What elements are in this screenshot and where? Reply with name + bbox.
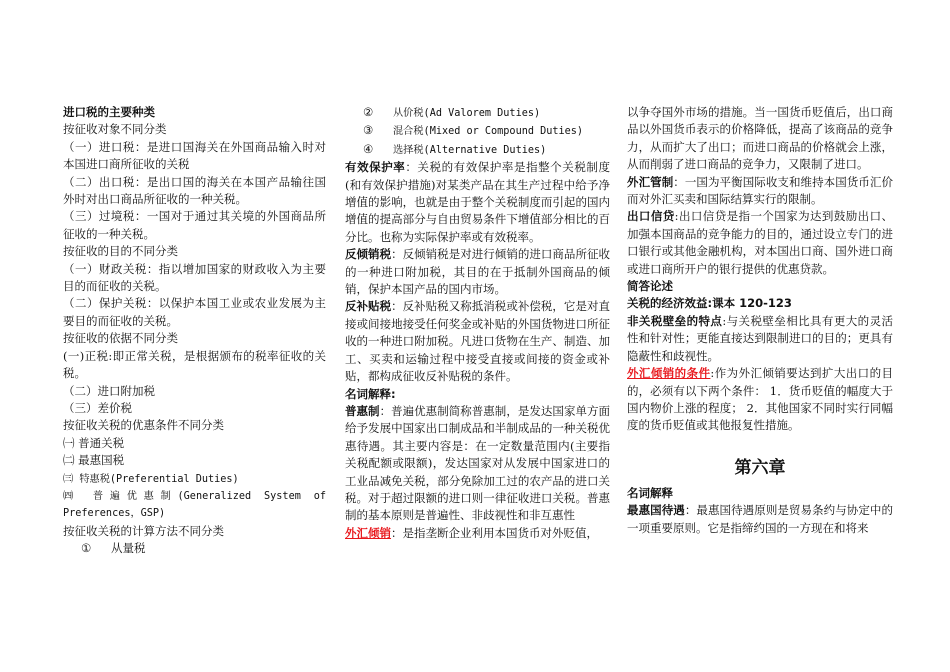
paragraph: （三）过境税：一国对于通过其关境的外国商品所征收的一种关税。 [63, 209, 326, 241]
term: 非关税壁垒的特点 [627, 313, 723, 328]
list-item-text: 选择税(Alternative Duties) [393, 144, 547, 156]
paragraph: （二）出口税：是出口国的海关在本国产品输往国外时对出口商品所征收的一种关税。 [63, 174, 326, 207]
chapter-title: 第六章 [734, 457, 786, 478]
subheading: 关税的经济效益:课本 120-123 [627, 296, 792, 311]
term: 最惠国待遇 [627, 503, 685, 518]
term-highlighted: 外汇倾销 [345, 525, 391, 540]
term-highlighted: 外汇倾销的条件 [627, 366, 711, 381]
list-item: ㈠ 普通关税 [63, 435, 125, 450]
list-item: ㈡ 最惠国税 [63, 453, 125, 468]
category-heading: 按征收关税的优惠条件不同分类 [63, 418, 224, 433]
definition-text: ：关税的有效保护率是指整个关税制度(和有效保护措施)对某类产品在其生产过程中给予净增值的影响，也就是由于整个关税制度而引起的国内增值的提高部分与自由贸易条件下增值部分相比的百分比。也称为实际保护率或有效税率。 [345, 160, 611, 244]
definition [345, 246, 610, 298]
term: 反补贴税 [345, 299, 392, 314]
list-number: ② [363, 105, 374, 119]
term: 普惠制 [345, 403, 380, 418]
list-item [63, 470, 326, 488]
definition-text: ：普遍优惠制简称普惠制，是发达国家单方面给予发展中国家出口制成品和半制成品的一种关税优惠待遇。其主要内容是：在一定数量范围内(主要指关税配额或限额)，发达国家对从发展中国家进口的工业品减免关税，部分免除加工过的农产品的进口关税。对于超过限额的进口则一律征收进口关税。普惠制的基本原则是普遍性、非歧视性和非互惠性 [345, 403, 611, 523]
category-heading: 按征收的目的不同分类 [63, 244, 178, 259]
definition-text: ：最惠国待遇原则是贸易条约与协定中的一项重要原则。它是指缔约国的一方现在和将来 [627, 503, 894, 535]
definition-text: :与关税壁垒相比具有更大的灵活性和针对性；更能直接达到限制进口的目的；更具有隐蔽性和歧视性。 [627, 313, 894, 363]
definition-text: ：反倾销税是对进行倾销的进口商品所征收的一种进口附加税，其目的在于抵制外国商品的倾销，保护本国产品的国内市场。 [345, 247, 611, 297]
paragraph: 以争夺国外市场的措施。当一国货币贬值后，出口商品以外国货币表示的价格降低，提高了该商品的竞争力，从而扩大了出口；而进口商品的价格就会上涨，从而削弱了进口商品的竞争力，又限制了进口。 [627, 105, 893, 172]
column-middle [345, 104, 610, 542]
category-heading: 按征收对象不同分类 [63, 122, 167, 137]
paragraph: （一）财政关税：指以增加国家的财政收入为主要目的而征收的关税。 [63, 261, 326, 294]
list-number: ③ [363, 123, 374, 138]
list-item [345, 104, 610, 122]
definition-text: :作为外汇倾销要达到扩大出口的目的，必须有以下两个条件： 1．货币贬值的幅度大于国内物价上涨的程度； 2．其他国家不同时实行同幅度的货币贬值或其他报复性措施。 [627, 366, 894, 433]
term: 外汇管制 [627, 174, 674, 189]
list-number: ① [81, 541, 92, 556]
list-item [63, 540, 326, 557]
definition [345, 403, 610, 525]
list-item: ㈣ 普遍优惠制(Generalized System of Preferences，GSP) [63, 490, 326, 520]
column-left [63, 104, 326, 558]
paragraph: (一)正税:即正常关税，是根据颁布的税率征收的关税。 [63, 348, 326, 381]
category-heading: 按征收的依据不同分类 [63, 331, 178, 346]
definition [345, 298, 610, 385]
term: 反倾销税 [345, 247, 392, 262]
section-heading: 简答论述 [627, 279, 673, 294]
section-heading: 进口税的主要种类 [63, 105, 155, 119]
list-item: （二）进口附加税 [63, 383, 155, 398]
definition [345, 159, 610, 246]
section-heading: 名词解释 [627, 485, 673, 500]
list-item [345, 122, 610, 140]
definition-text: ：一国为平衡国际收支和维持本国货币汇价而对外汇买卖和国际结算实行的限制。 [627, 174, 894, 207]
paragraph: （一）进口税：是进口国海关在外国商品输入时对本国进口商所征收的关税 [63, 139, 326, 172]
list-number: ④ [363, 141, 374, 156]
definition-text: ：反补贴税又称抵消税或补偿税，它是对直接或间接地接受任何奖金或补贴的外国货物进口所征收的一种进口附加税。凡进口货物在生产、制造、加工、买卖和运输过程中接受直接或间接的资金或补贴，都构成征收反补贴税的条件。 [345, 299, 611, 384]
definition [627, 174, 893, 209]
definition [345, 525, 610, 542]
category-heading: 按征收关税的计算方法不同分类 [63, 523, 224, 538]
definition [627, 313, 893, 365]
definition [627, 365, 893, 435]
list-item [345, 141, 610, 159]
list-item-text: 混合税(Mixed or Compound Duties) [393, 126, 584, 138]
list-item-text: ㈢ 特惠税(Preferential Duties) [63, 473, 239, 485]
definition [627, 208, 893, 278]
definition-text: :出口信贷是指一个国家为达到鼓励出口、加强本国商品的竞争能力的目的，通过设立专门的进口银行或其他金融机构，对本国出口商、国外进口商或进口商所开户的银行提供的优惠贷款。 [627, 209, 894, 276]
section-heading: 名词解释: [345, 386, 396, 401]
list-item-text: 从量税 [111, 541, 146, 556]
column-right [627, 104, 893, 537]
list-item-text: 从价税(Ad Valorem Duties) [393, 108, 541, 119]
definition [627, 502, 893, 537]
paragraph: （二）保护关税：以保护本国工业或农业发展为主要目的而征收的关税。 [63, 296, 326, 328]
term: 有效保护率 [345, 160, 406, 175]
definition-text: ：是指垄断企业利用本国货币对外贬值， [391, 525, 598, 540]
list-item: （三）差价税 [63, 400, 132, 415]
term: 出口信贷 [627, 209, 675, 224]
